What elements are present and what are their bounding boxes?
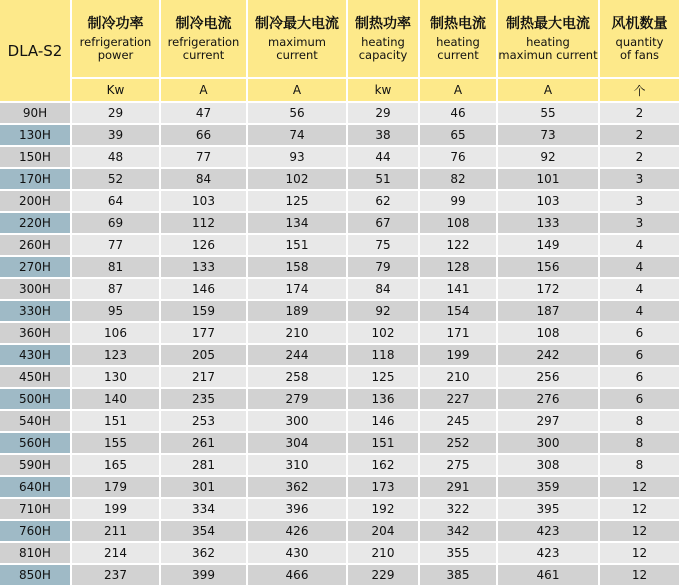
value-cell: 103 [161,191,248,213]
column-title-en-line2: maximun current [498,48,598,62]
value-cell: 65 [420,125,498,147]
value-cell: 6 [600,367,681,389]
model-cell: 590H [0,455,72,477]
value-cell: 74 [248,125,348,147]
value-cell: 2 [600,147,681,169]
value-cell: 4 [600,301,681,323]
value-cell: 242 [498,345,600,367]
value-cell: 8 [600,455,681,477]
value-cell: 149 [498,235,600,257]
value-cell: 67 [348,213,420,235]
value-cell: 187 [498,301,600,323]
model-cell: 850H [0,565,72,587]
column-title-zh: 制热电流 [430,16,486,32]
value-cell: 258 [248,367,348,389]
value-cell: 39 [72,125,161,147]
value-cell: 6 [600,323,681,345]
value-cell: 279 [248,389,348,411]
table-row [0,279,681,301]
column-title-zh: 制冷功率 [87,16,144,32]
header-row [0,0,681,79]
value-cell: 75 [348,235,420,257]
value-cell: 156 [498,257,600,279]
table-row [0,103,681,125]
value-cell: 210 [420,367,498,389]
value-cell: 310 [248,455,348,477]
value-cell: 118 [348,345,420,367]
model-cell: 540H [0,411,72,433]
column-header [248,0,348,79]
value-cell: 126 [161,235,248,257]
value-cell: 62 [348,191,420,213]
value-cell: 8 [600,433,681,455]
value-cell: 385 [420,565,498,587]
table-row [0,455,681,477]
model-cell: 130H [0,125,72,147]
column-title-en-line2: of fans [619,48,660,62]
value-cell: 204 [348,521,420,543]
table-row [0,213,681,235]
value-cell: 252 [420,433,498,455]
value-cell: 399 [161,565,248,587]
value-cell: 308 [498,455,600,477]
value-cell: 466 [248,565,348,587]
value-cell: 244 [248,345,348,367]
value-cell: 4 [600,279,681,301]
value-cell: 430 [248,543,348,565]
column-unit: A [420,79,498,103]
table-row [0,565,681,587]
value-cell: 3 [600,169,681,191]
value-cell: 77 [72,235,161,257]
value-cell: 229 [348,565,420,587]
column-title-en-line1: heating [436,35,480,49]
value-cell: 69 [72,213,161,235]
column-title-zh: 制冷电流 [175,16,232,32]
value-cell: 4 [600,235,681,257]
value-cell: 44 [348,147,420,169]
value-cell: 395 [498,499,600,521]
value-cell: 52 [72,169,161,191]
value-cell: 76 [420,147,498,169]
value-cell: 99 [420,191,498,213]
column-title-en-line2: current [182,48,225,62]
value-cell: 77 [161,147,248,169]
value-cell: 125 [348,367,420,389]
table-row [0,169,681,191]
value-cell: 103 [498,191,600,213]
column-header [600,0,681,79]
model-cell: 640H [0,477,72,499]
value-cell: 51 [348,169,420,191]
value-cell: 66 [161,125,248,147]
model-cell: 90H [0,103,72,125]
value-cell: 92 [348,301,420,323]
value-cell: 6 [600,389,681,411]
value-cell: 189 [248,301,348,323]
value-cell: 101 [498,169,600,191]
column-title-en-line1: quantity [615,35,664,49]
value-cell: 362 [248,477,348,499]
column-title-zh: 风机数量 [611,16,668,32]
value-cell: 281 [161,455,248,477]
value-cell: 173 [348,477,420,499]
value-cell: 141 [420,279,498,301]
model-cell: 810H [0,543,72,565]
value-cell: 342 [420,521,498,543]
value-cell: 304 [248,433,348,455]
value-cell: 134 [248,213,348,235]
table-row [0,367,681,389]
value-cell: 151 [248,235,348,257]
value-cell: 172 [498,279,600,301]
column-header [161,0,248,79]
column-header [420,0,498,79]
value-cell: 362 [161,543,248,565]
value-cell: 423 [498,521,600,543]
value-cell: 154 [420,301,498,323]
value-cell: 214 [72,543,161,565]
value-cell: 95 [72,301,161,323]
value-cell: 84 [161,169,248,191]
value-cell: 108 [498,323,600,345]
value-cell: 205 [161,345,248,367]
value-cell: 128 [420,257,498,279]
table-row [0,235,681,257]
value-cell: 227 [420,389,498,411]
column-title-en-line2: capacity [358,48,408,62]
value-cell: 106 [72,323,161,345]
table-row [0,411,681,433]
model-cell: 220H [0,213,72,235]
value-cell: 6 [600,345,681,367]
value-cell: 301 [161,477,248,499]
value-cell: 162 [348,455,420,477]
value-cell: 237 [72,565,161,587]
value-cell: 165 [72,455,161,477]
table-row [0,543,681,565]
value-cell: 102 [248,169,348,191]
model-cell: 430H [0,345,72,367]
value-cell: 8 [600,411,681,433]
value-cell: 123 [72,345,161,367]
value-cell: 12 [600,499,681,521]
value-cell: 146 [348,411,420,433]
column-title-en-line2: current [276,48,318,62]
table-row [0,499,681,521]
column-unit: 个 [600,79,681,103]
column-header [498,0,600,79]
value-cell: 423 [498,543,600,565]
value-cell: 12 [600,477,681,499]
value-cell: 151 [72,411,161,433]
value-cell: 93 [248,147,348,169]
value-cell: 46 [420,103,498,125]
value-cell: 256 [498,367,600,389]
value-cell: 151 [348,433,420,455]
value-cell: 12 [600,543,681,565]
model-cell: 360H [0,323,72,345]
model-cell: 760H [0,521,72,543]
column-title-zh: 制热最大电流 [506,16,590,32]
value-cell: 355 [420,543,498,565]
column-header [348,0,420,79]
value-cell: 235 [161,389,248,411]
value-cell: 125 [248,191,348,213]
value-cell: 73 [498,125,600,147]
column-title-en-line2: power [97,48,134,62]
value-cell: 192 [348,499,420,521]
column-title-en-line1: refrigeration [79,35,152,49]
value-cell: 140 [72,389,161,411]
value-cell: 396 [248,499,348,521]
table-row [0,433,681,455]
table-row [0,521,681,543]
value-cell: 133 [161,257,248,279]
value-cell: 300 [248,411,348,433]
value-cell: 64 [72,191,161,213]
table-row [0,147,681,169]
value-cell: 56 [248,103,348,125]
column-title-en-line2: current [437,48,479,62]
value-cell: 133 [498,213,600,235]
table-row [0,323,681,345]
table-body [0,103,681,587]
value-cell: 276 [498,389,600,411]
value-cell: 354 [161,521,248,543]
value-cell: 334 [161,499,248,521]
value-cell: 275 [420,455,498,477]
value-cell: 291 [420,477,498,499]
column-title-en-line1: maximum [268,35,326,49]
model-cell: 560H [0,433,72,455]
column-title-en-line1: refrigeration [167,35,240,49]
value-cell: 92 [498,147,600,169]
value-cell: 322 [420,499,498,521]
value-cell: 171 [420,323,498,345]
value-cell: 48 [72,147,161,169]
value-cell: 177 [161,323,248,345]
model-cell: 150H [0,147,72,169]
value-cell: 38 [348,125,420,147]
model-cell: 500H [0,389,72,411]
model-cell: 170H [0,169,72,191]
table-row [0,301,681,323]
value-cell: 84 [348,279,420,301]
table-row [0,477,681,499]
column-title-en-line1: heating [361,35,405,49]
value-cell: 2 [600,103,681,125]
value-cell: 12 [600,565,681,587]
table-row [0,345,681,367]
value-cell: 426 [248,521,348,543]
value-cell: 245 [420,411,498,433]
value-cell: 79 [348,257,420,279]
value-cell: 3 [600,191,681,213]
value-cell: 297 [498,411,600,433]
value-cell: 179 [72,477,161,499]
units-row [0,79,681,103]
value-cell: 87 [72,279,161,301]
model-cell: 260H [0,235,72,257]
value-cell: 3 [600,213,681,235]
value-cell: 155 [72,433,161,455]
value-cell: 82 [420,169,498,191]
column-title-zh: 制热功率 [355,16,411,32]
table-row [0,389,681,411]
column-title-en-line1: heating [526,35,570,49]
model-cell: 200H [0,191,72,213]
column-unit: Kw [72,79,161,103]
value-cell: 253 [161,411,248,433]
column-unit: kw [348,79,420,103]
value-cell: 12 [600,521,681,543]
model-cell: 710H [0,499,72,521]
table-row [0,257,681,279]
value-cell: 210 [248,323,348,345]
value-cell: 122 [420,235,498,257]
value-cell: 461 [498,565,600,587]
table-row [0,191,681,213]
model-cell: 300H [0,279,72,301]
model-cell: 330H [0,301,72,323]
column-unit: A [498,79,600,103]
column-title-zh: 制冷最大电流 [255,16,339,32]
model-cell: 450H [0,367,72,389]
column-unit: A [161,79,248,103]
value-cell: 55 [498,103,600,125]
value-cell: 81 [72,257,161,279]
column-header [72,0,161,79]
value-cell: 108 [420,213,498,235]
column-unit: A [248,79,348,103]
value-cell: 359 [498,477,600,499]
value-cell: 146 [161,279,248,301]
model-column-header: DLA-S2 [0,0,72,103]
table-row [0,125,681,147]
value-cell: 199 [72,499,161,521]
value-cell: 211 [72,521,161,543]
value-cell: 130 [72,367,161,389]
value-cell: 29 [72,103,161,125]
value-cell: 158 [248,257,348,279]
value-cell: 300 [498,433,600,455]
value-cell: 136 [348,389,420,411]
value-cell: 2 [600,125,681,147]
value-cell: 4 [600,257,681,279]
value-cell: 199 [420,345,498,367]
value-cell: 261 [161,433,248,455]
value-cell: 210 [348,543,420,565]
value-cell: 112 [161,213,248,235]
value-cell: 47 [161,103,248,125]
value-cell: 102 [348,323,420,345]
value-cell: 217 [161,367,248,389]
value-cell: 159 [161,301,248,323]
model-cell: 270H [0,257,72,279]
value-cell: 174 [248,279,348,301]
value-cell: 29 [348,103,420,125]
